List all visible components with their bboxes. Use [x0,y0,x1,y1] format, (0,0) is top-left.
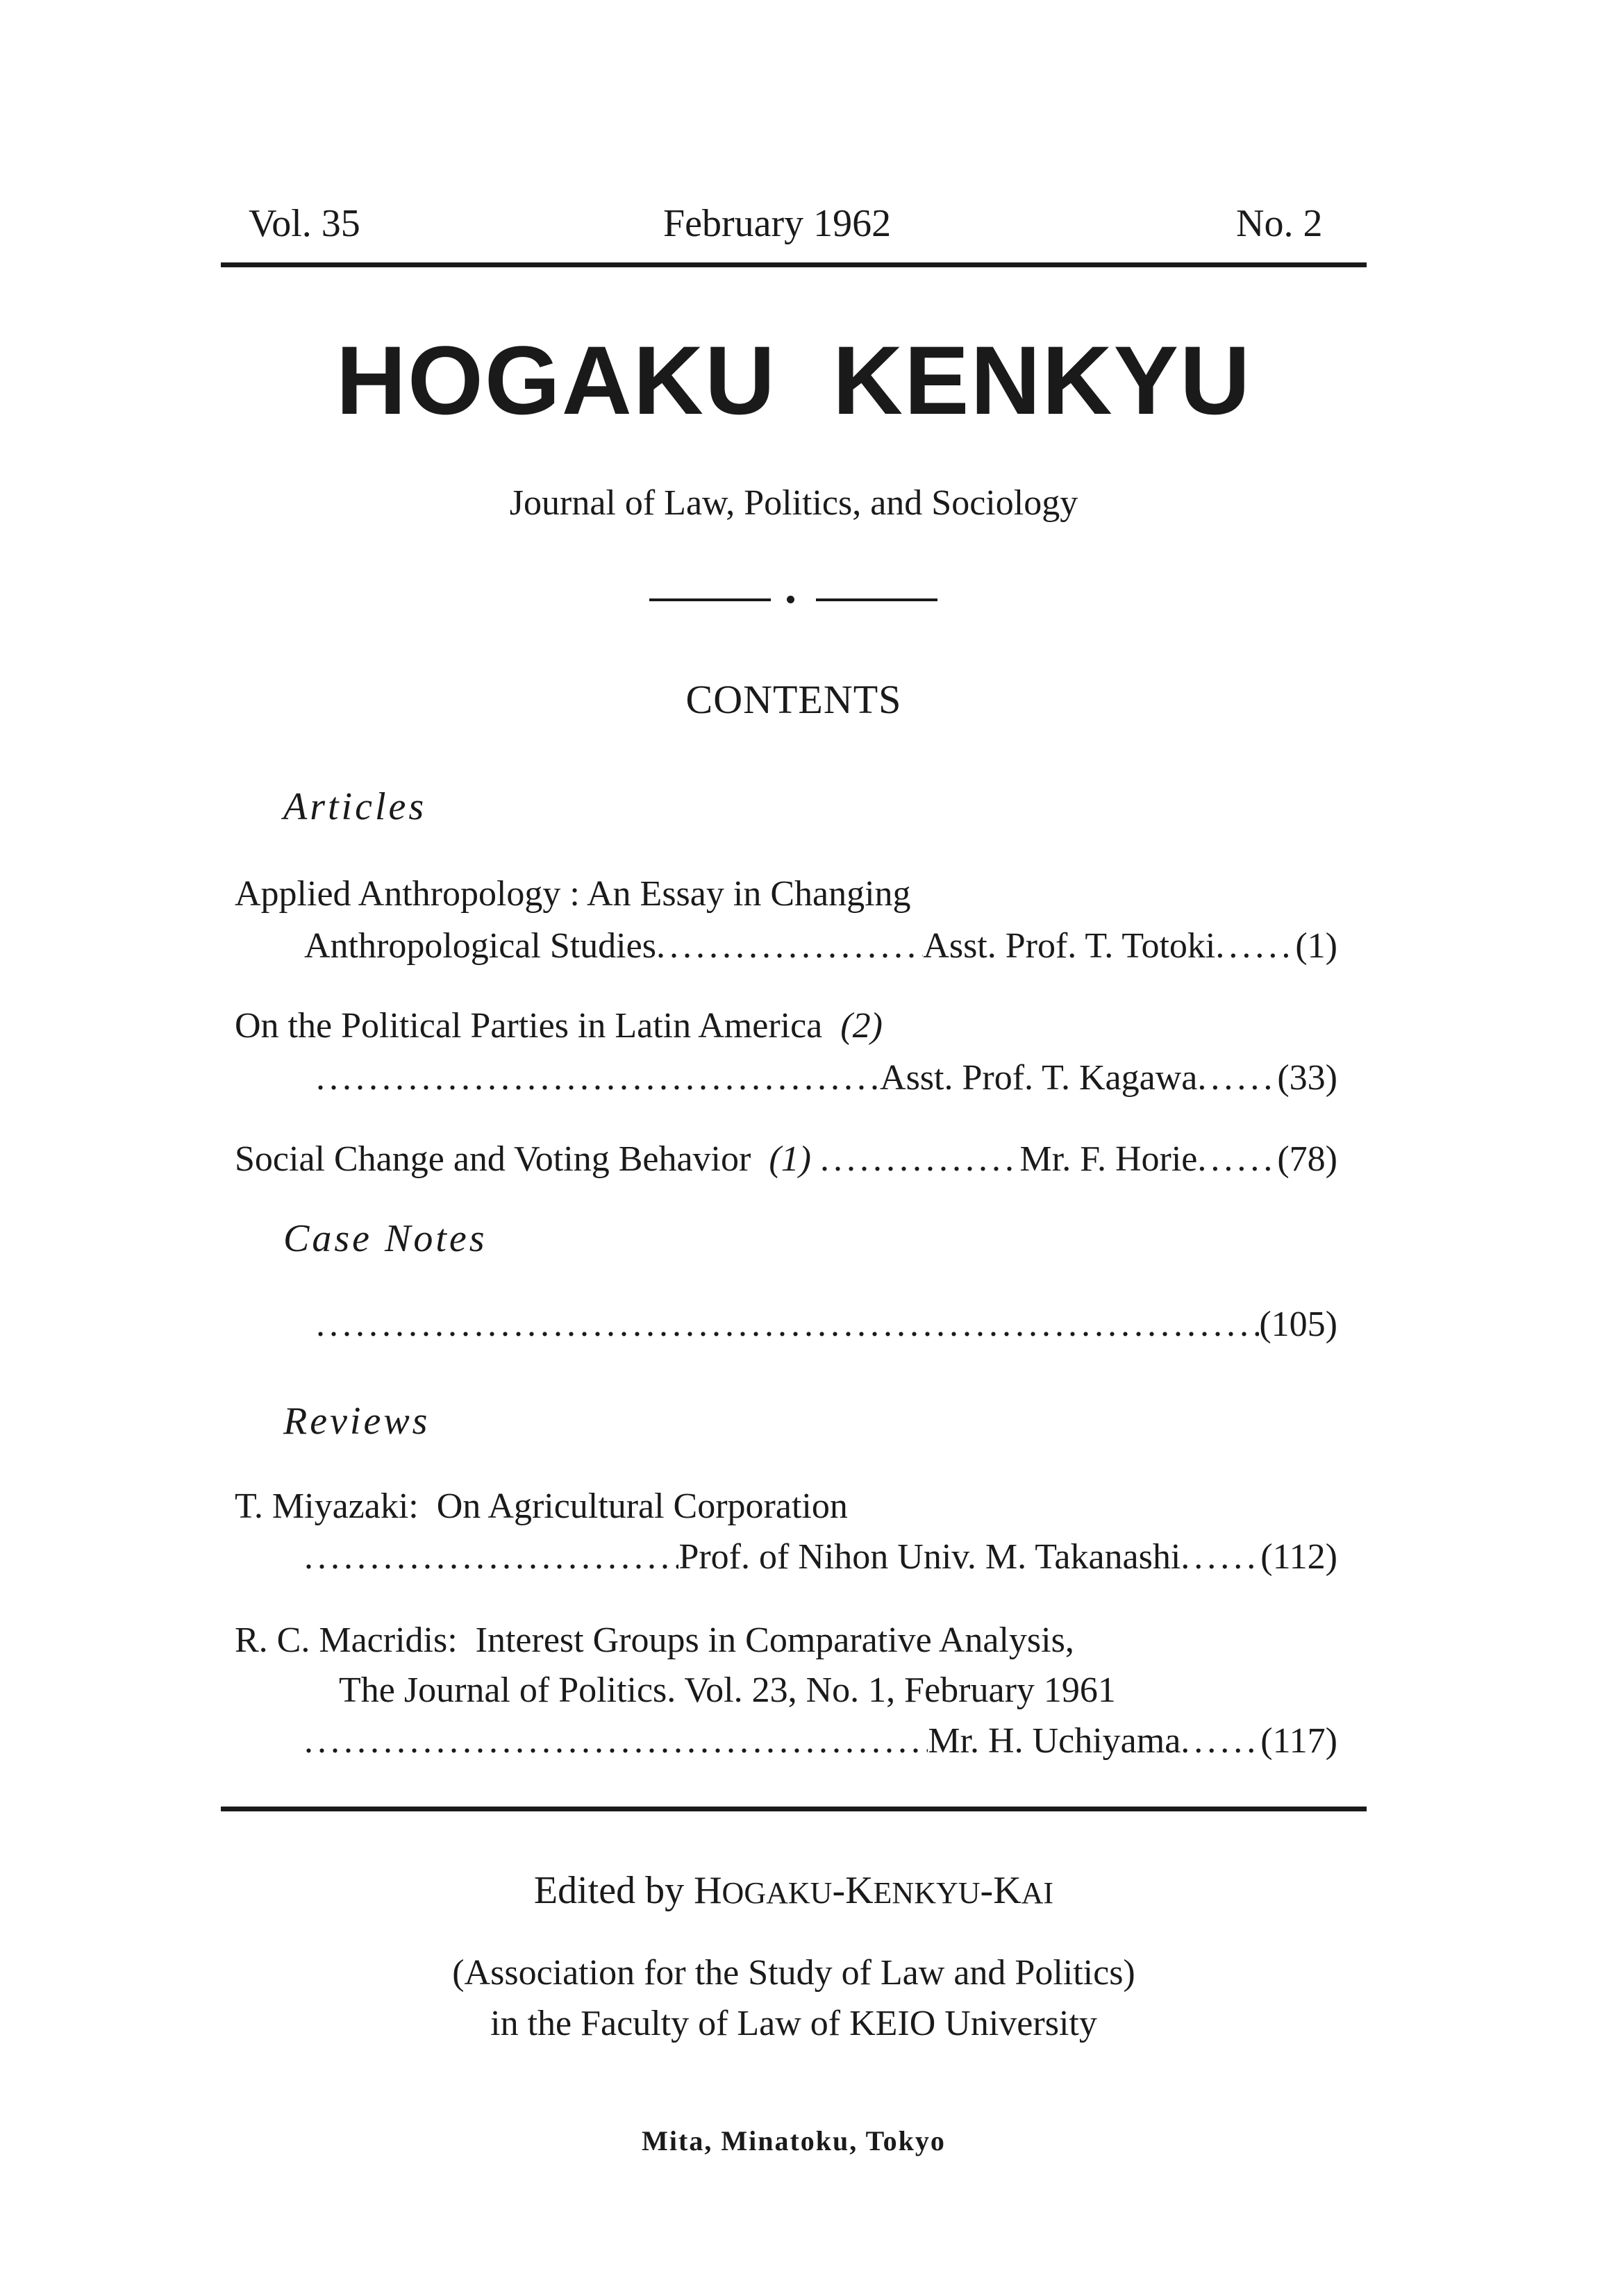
article-1-title-cont: Anthropological Studies [304,926,656,966]
review-1-entry [304,1536,1337,1578]
case-notes-entry [316,1304,1337,1346]
article-2-author: Asst. Prof. T. Kagawa [880,1058,1198,1098]
header-rule [221,262,1367,267]
dot-leader [304,1720,928,1762]
article-3-entry [235,1139,1337,1180]
editor-initial-k: K [845,1869,874,1912]
dot-leader [316,1057,880,1099]
review-1-title: T. Miyazaki: On Agricultural Corporation [235,1486,848,1526]
article-2-title: On the Political Parties in Latin America [235,1006,823,1046]
address-line: Mita, Minatoku, Tokyo [642,2125,946,2156]
ornament-line-left [649,598,771,601]
contents-heading: CONTENTS [685,677,902,722]
issue-number: No. 2 [1236,202,1323,245]
review-1-author: Prof. of Nihon Univ. M. Takanashi [678,1537,1181,1577]
dot-leader [1181,1536,1260,1578]
edited-by-line [221,1868,1367,1916]
editor-initial-h: H [694,1869,722,1912]
journal-title: HOGAKU KENKYU [335,326,1252,435]
dot-leader [1181,1720,1260,1762]
dot-leader [304,1536,678,1578]
footer-rule [221,1807,1367,1811]
article-3-page: (78) [1277,1139,1337,1179]
dot-leader [820,1139,1020,1180]
review-2-entry [304,1720,1337,1762]
section-heading-case-notes: Case Notes [283,1217,487,1260]
review-1-page: (112) [1260,1537,1337,1577]
editor-part-ai: AI [1021,1876,1054,1910]
article-1-page: (1) [1295,926,1337,966]
article-1-author: Asst. Prof. T. Totoki [923,926,1216,966]
review-2-title-cont: The Journal of Politics. Vol. 23, No. 1, February 1961 [339,1670,1116,1710]
dot-leader [1215,925,1295,967]
article-1-entry [304,925,1337,967]
review-2-title: R. C. Macridis: Interest Groups in Comparative Analysis, [235,1620,1074,1660]
editor-initial-k2: K [993,1869,1021,1912]
association-line: (Association for the Study of Law and Politics) [452,1953,1135,1993]
section-heading-reviews: Reviews [283,1400,431,1443]
edited-prefix: Edited by [533,1869,694,1912]
article-2-entry [316,1057,1337,1099]
editor-dash-2: - [980,1869,994,1912]
editor-part-ogaku: OGAKU [722,1876,833,1910]
article-1-title: Applied Anthropology : An Essay in Changing [235,874,911,914]
section-heading-articles: Articles [283,785,427,828]
faculty-line: in the Faculty of Law of KEIO University [490,2004,1097,2043]
article-3-title: Social Change and Voting Behavior [235,1139,751,1179]
editor-part-enkyu: ENKYU [873,1876,981,1910]
ornament-line-right [816,598,937,601]
dot-leader [656,925,923,967]
review-2-page: (117) [1260,1721,1337,1761]
article-3-part: (1) [769,1139,811,1179]
dot-leader [1197,1139,1277,1180]
article-2-part: (2) [840,1006,883,1046]
journal-subtitle: Journal of Law, Politics, and Sociology [509,483,1078,523]
article-2-title-line [235,1005,883,1047]
case-notes-page: (105) [1259,1305,1337,1344]
dot-leader [316,1304,1259,1346]
volume-label: Vol. 35 [249,202,360,245]
review-2-author: Mr. H. Uchiyama [928,1721,1181,1761]
issue-date: February 1962 [663,202,892,245]
dot-leader [1197,1057,1277,1099]
article-2-page: (33) [1277,1058,1337,1098]
editor-dash-1: - [832,1869,846,1912]
article-3-author: Mr. F. Horie [1019,1139,1198,1179]
ornament-dot [787,596,794,603]
